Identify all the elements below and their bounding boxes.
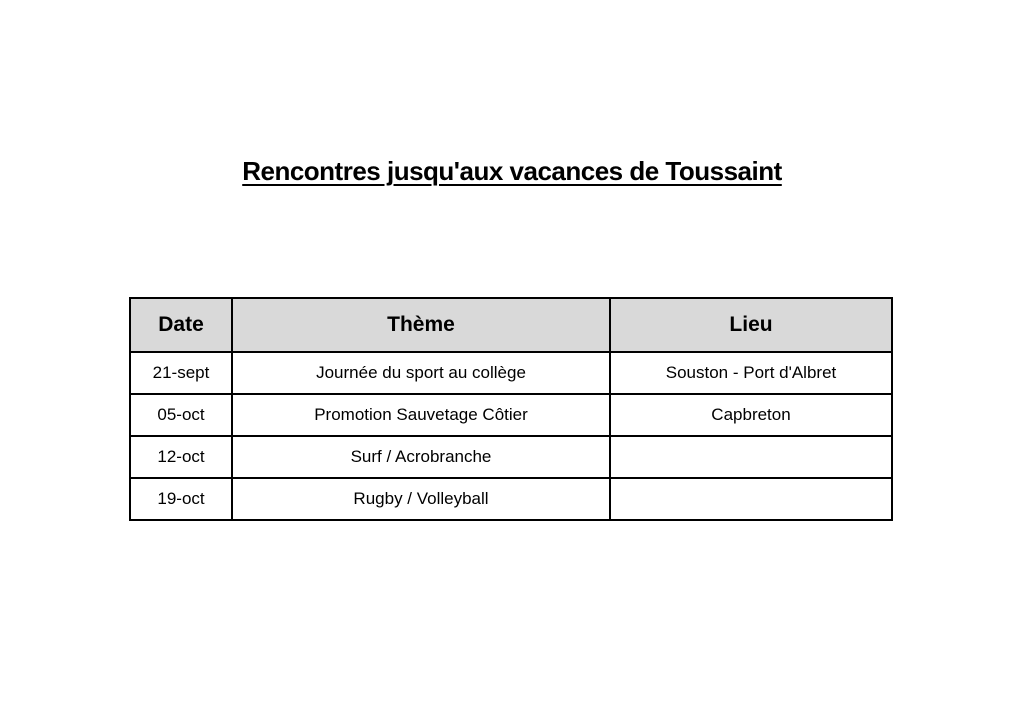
cell-lieu — [610, 436, 892, 478]
table-row — [130, 436, 892, 478]
schedule-table — [129, 297, 893, 521]
cell-lieu — [610, 478, 892, 520]
cell-theme: Rugby / Volleyball — [232, 478, 610, 520]
table-row — [130, 352, 892, 394]
table-header-row — [130, 298, 892, 352]
cell-date: 05-oct — [130, 394, 232, 436]
document-title — [0, 154, 1024, 188]
cell-date: 12-oct — [130, 436, 232, 478]
cell-theme: Promotion Sauvetage Côtier — [232, 394, 610, 436]
header-lieu: Lieu — [610, 298, 892, 352]
cell-theme: Journée du sport au collège — [232, 352, 610, 394]
cell-date: 19-oct — [130, 478, 232, 520]
cell-theme: Surf / Acrobranche — [232, 436, 610, 478]
cell-lieu: Capbreton — [610, 394, 892, 436]
cell-lieu: Souston - Port d'Albret — [610, 352, 892, 394]
document-title-text: Rencontres jusqu'aux vacances de Toussaint — [242, 156, 782, 186]
table-row — [130, 394, 892, 436]
cell-date: 21-sept — [130, 352, 232, 394]
table-row — [130, 478, 892, 520]
header-date: Date — [130, 298, 232, 352]
header-theme: Thème — [232, 298, 610, 352]
